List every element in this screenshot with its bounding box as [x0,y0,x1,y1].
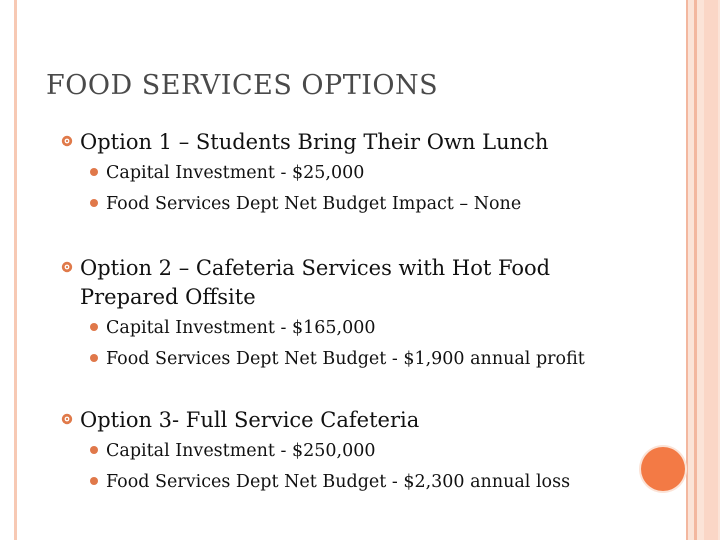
dot-icon [90,477,98,485]
right-border-line-outer [686,0,688,540]
list-item: Capital Investment - $250,000 [60,435,660,466]
slide-title: FOOD SERVICES OPTIONS [46,70,439,101]
gear-star-icon [60,412,74,426]
dot-icon [90,168,98,176]
dot-icon [90,199,98,207]
dot-icon [90,354,98,362]
option-2-list [60,312,660,374]
option-3-heading [60,406,660,435]
gear-star-icon [60,134,74,148]
list-item: Capital Investment - $165,000 [60,312,660,343]
option-3-list [60,435,660,497]
dot-icon [90,323,98,331]
option-1-heading [60,128,660,157]
right-border-line-inner [704,0,718,540]
option-1-list [60,157,660,219]
option-2-section [60,254,660,374]
list-item: Food Services Dept Net Budget - $2,300 annual loss [60,466,660,497]
left-border-line [14,0,17,540]
option-2-heading [60,254,660,312]
gear-star-icon [60,260,74,274]
dot-icon [90,446,98,454]
option-1-section [60,128,660,219]
option-2-heading-text: Option 2 – Cafeteria Services with Hot Food [80,256,551,280]
list-item: Capital Investment - $25,000 [60,157,660,188]
option-2-heading-text-line2: Prepared Offsite [80,285,256,309]
list-item: Food Services Dept Net Budget - $1,900 annual profit [60,343,660,374]
option-3-heading-text: Option 3- Full Service Cafeteria [80,408,420,432]
right-border-line-mid [694,0,697,540]
list-item: Food Services Dept Net Budget Impact – None [60,188,660,219]
option-3-section [60,406,660,497]
option-1-heading-text: Option 1 – Students Bring Their Own Lunch [80,130,549,154]
